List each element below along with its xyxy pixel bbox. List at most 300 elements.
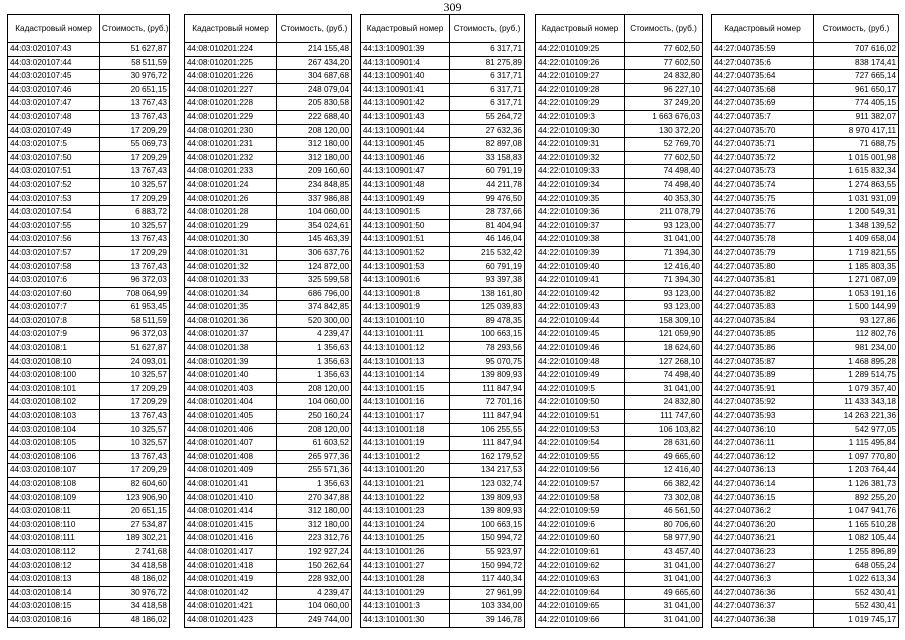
cost-cell: 1 203 764,44	[814, 464, 899, 478]
cadastral-number-cell: 44:03:020108:12	[8, 559, 100, 573]
cadastral-number-cell: 44:03:020108:106	[8, 450, 100, 464]
table-row	[8, 178, 170, 192]
table-row	[361, 233, 525, 247]
table-row	[712, 206, 899, 220]
table-row	[536, 97, 703, 111]
cadastral-number-cell: 44:03:020108:107	[8, 464, 100, 478]
cost-cell: 1 200 549,31	[814, 206, 899, 220]
cadastral-number-cell: 44:22:010109:56	[536, 464, 625, 478]
cadastral-number-cell: 44:22:010109:31	[536, 138, 625, 152]
cost-cell: 55 264,72	[450, 110, 525, 124]
cadastral-number-cell: 44:08:010201:24	[185, 178, 277, 192]
cadastral-number-cell: 44:03:020107:51	[8, 165, 100, 179]
table-row	[536, 192, 703, 206]
cadastral-number-cell: 44:22:010109:40	[536, 260, 625, 274]
cost-cell: 17 209,29	[100, 382, 170, 396]
table-row	[536, 342, 703, 356]
table-row	[536, 491, 703, 505]
table-row	[185, 274, 352, 288]
cost-cell: 306 637,76	[277, 246, 352, 260]
cadastral-number-cell: 44:03:020108:108	[8, 478, 100, 492]
cadastral-number-cell: 44:27:040736:21	[712, 532, 814, 546]
table-row	[712, 124, 899, 138]
header-cost: Стоимость, (руб.)	[277, 15, 352, 43]
cadastral-number-cell: 44:22:010109:51	[536, 410, 625, 424]
cadastral-number-cell: 44:03:020107:50	[8, 151, 100, 165]
cadastral-number-cell: 44:03:020108:10	[8, 355, 100, 369]
cadastral-number-cell: 44:27:040736:14	[712, 478, 814, 492]
table-row	[8, 437, 170, 451]
cadastral-number-cell: 44:27:040735:80	[712, 260, 814, 274]
cadastral-number-cell: 44:03:020107:58	[8, 260, 100, 274]
table-row	[712, 97, 899, 111]
cost-cell: 106 103,82	[625, 423, 703, 437]
cost-cell: 123 032,74	[450, 478, 525, 492]
cadastral-number-cell: 44:27:040735:6	[712, 56, 814, 70]
cost-cell: 27 534,87	[100, 518, 170, 532]
cadastral-number-cell: 44:22:010109:34	[536, 178, 625, 192]
header-cadastral: Кадастровый номер	[8, 15, 100, 43]
table-row	[712, 396, 899, 410]
table-row	[712, 355, 899, 369]
cadastral-number-cell: 44:13:100901:51	[361, 233, 450, 247]
table-row	[8, 396, 170, 410]
cost-cell: 104 060,00	[277, 396, 352, 410]
cadastral-number-cell: 44:22:010109:29	[536, 97, 625, 111]
cadastral-number-cell: 44:27:040735:86	[712, 342, 814, 356]
cost-cell: 40 353,30	[625, 192, 703, 206]
table-row	[8, 478, 170, 492]
cadastral-number-cell: 44:22:010109:32	[536, 151, 625, 165]
cost-cell: 249 744,00	[277, 613, 352, 627]
cadastral-number-cell: 44:22:010109:39	[536, 246, 625, 260]
table-row	[361, 151, 525, 165]
cost-cell: 93 123,00	[625, 287, 703, 301]
table-row	[712, 573, 899, 587]
table-row	[8, 274, 170, 288]
cost-cell: 48 186,02	[100, 573, 170, 587]
cadastral-number-cell: 44:03:020107:49	[8, 124, 100, 138]
table-row	[185, 260, 352, 274]
cost-cell: 150 994,72	[450, 532, 525, 546]
table-row	[8, 559, 170, 573]
cost-cell: 1 289 514,75	[814, 369, 899, 383]
cost-cell: 74 498,40	[625, 369, 703, 383]
cost-cell: 1 053 191,16	[814, 287, 899, 301]
cadastral-number-cell: 44:13:100901:53	[361, 260, 450, 274]
cost-cell: 100 663,15	[450, 518, 525, 532]
cost-cell: 96 372,03	[100, 274, 170, 288]
cost-cell: 312 180,00	[277, 138, 352, 152]
cost-cell: 55 923,97	[450, 545, 525, 559]
cost-cell: 37 249,20	[625, 97, 703, 111]
table-row	[712, 437, 899, 451]
table-row	[185, 532, 352, 546]
cost-cell: 158 309,10	[625, 314, 703, 328]
cadastral-number-cell: 44:27:040735:64	[712, 70, 814, 84]
cost-cell: 34 418,58	[100, 559, 170, 573]
cost-cell: 250 160,24	[277, 410, 352, 424]
cost-cell: 270 347,88	[277, 491, 352, 505]
cadastral-number-cell: 44:13:101001:23	[361, 505, 450, 519]
cost-cell: 77 602,50	[625, 56, 703, 70]
header-cost: Стоимость, (руб.)	[100, 15, 170, 43]
cost-cell: 248 079,04	[277, 83, 352, 97]
cadastral-number-cell: 44:13:100901:45	[361, 138, 450, 152]
table-row	[536, 219, 703, 233]
cadastral-number-cell: 44:27:040735:7	[712, 110, 814, 124]
table-row	[361, 559, 525, 573]
cadastral-number-cell: 44:27:040736:3	[712, 573, 814, 587]
table-row	[185, 192, 352, 206]
table-row	[536, 464, 703, 478]
cadastral-number-cell: 44:22:010109:37	[536, 219, 625, 233]
table-row	[536, 369, 703, 383]
cost-cell: 234 848,85	[277, 178, 352, 192]
table-row	[712, 301, 899, 315]
cadastral-number-cell: 44:03:020107:45	[8, 70, 100, 84]
table-row	[8, 450, 170, 464]
table-row	[536, 450, 703, 464]
cost-cell: 267 434,20	[277, 56, 352, 70]
cadastral-number-cell: 44:08:010201:38	[185, 342, 277, 356]
cadastral-number-cell: 44:03:020107:57	[8, 246, 100, 260]
cadastral-number-cell: 44:08:010201:37	[185, 328, 277, 342]
cost-cell: 838 174,41	[814, 56, 899, 70]
cost-cell: 354 024,61	[277, 219, 352, 233]
table-row	[361, 56, 525, 70]
table-row	[536, 328, 703, 342]
cost-cell: 1 719 821,55	[814, 246, 899, 260]
table-row	[361, 478, 525, 492]
cadastral-number-cell: 44:03:020108:100	[8, 369, 100, 383]
cadastral-number-cell: 44:13:100901:48	[361, 178, 450, 192]
cadastral-number-cell: 44:13:101001:11	[361, 328, 450, 342]
cost-cell: 1 409 658,04	[814, 233, 899, 247]
cost-cell: 1 165 510,28	[814, 518, 899, 532]
cost-cell: 61 603,52	[277, 437, 352, 451]
cost-cell: 39 146,78	[450, 613, 525, 627]
cadastral-number-cell: 44:03:020108:105	[8, 437, 100, 451]
cadastral-number-cell: 44:08:010201:229	[185, 110, 277, 124]
table-row	[185, 314, 352, 328]
table-row	[8, 518, 170, 532]
cost-cell: 28 631,60	[625, 437, 703, 451]
cost-cell: 104 060,00	[277, 206, 352, 220]
table-row	[536, 545, 703, 559]
table-row	[361, 437, 525, 451]
cadastral-number-cell: 44:03:020107:53	[8, 192, 100, 206]
cadastral-number-cell: 44:08:010201:419	[185, 573, 277, 587]
table-row	[361, 138, 525, 152]
table-row	[185, 355, 352, 369]
table-row	[8, 613, 170, 627]
cost-cell: 96 372,03	[100, 328, 170, 342]
cost-cell: 93 397,38	[450, 274, 525, 288]
table-row	[712, 56, 899, 70]
cadastral-number-cell: 44:08:010201:407	[185, 437, 277, 451]
table-row	[361, 314, 525, 328]
cadastral-number-cell: 44:03:020107:54	[8, 206, 100, 220]
table-row	[185, 165, 352, 179]
cost-cell: 981 234,00	[814, 342, 899, 356]
cadastral-number-cell: 44:27:040735:71	[712, 138, 814, 152]
cost-table-1	[7, 14, 170, 628]
cost-cell: 192 927,24	[277, 545, 352, 559]
table-row	[361, 206, 525, 220]
table-row	[185, 233, 352, 247]
cost-cell: 1 185 803,35	[814, 260, 899, 274]
cost-cell: 961 650,17	[814, 83, 899, 97]
cadastral-number-cell: 44:08:010201:418	[185, 559, 277, 573]
table-row	[361, 491, 525, 505]
cadastral-number-cell: 44:08:010201:231	[185, 138, 277, 152]
cost-cell: 27 961,99	[450, 586, 525, 600]
table-row	[8, 545, 170, 559]
cadastral-number-cell: 44:27:040735:72	[712, 151, 814, 165]
cadastral-number-cell: 44:13:100901:6	[361, 274, 450, 288]
cost-cell: 49 665,60	[625, 450, 703, 464]
table-row	[361, 342, 525, 356]
cadastral-number-cell: 44:27:040736:10	[712, 423, 814, 437]
cadastral-number-cell: 44:13:101001:28	[361, 573, 450, 587]
cost-cell: 214 155,48	[277, 43, 352, 57]
cost-cell: 93 123,00	[625, 219, 703, 233]
cadastral-number-cell: 44:03:020108:102	[8, 396, 100, 410]
cost-cell: 1 082 105,44	[814, 532, 899, 546]
cadastral-number-cell: 44:08:010201:29	[185, 219, 277, 233]
cadastral-number-cell: 44:08:010201:32	[185, 260, 277, 274]
cost-cell: 1 126 381,73	[814, 478, 899, 492]
cadastral-number-cell: 44:22:010109:66	[536, 613, 625, 627]
cost-cell: 222 688,40	[277, 110, 352, 124]
cost-cell: 30 976,72	[100, 586, 170, 600]
cost-cell: 74 498,40	[625, 178, 703, 192]
cadastral-number-cell: 44:22:010109:46	[536, 342, 625, 356]
cost-cell: 93 123,00	[625, 301, 703, 315]
cadastral-number-cell: 44:13:101001:29	[361, 586, 450, 600]
cost-cell: 13 767,43	[100, 97, 170, 111]
header-cadastral: Кадастровый номер	[712, 15, 814, 43]
cost-cell: 111 847,94	[450, 437, 525, 451]
cadastral-number-cell: 44:08:010201:408	[185, 450, 277, 464]
cost-cell: 127 268,10	[625, 355, 703, 369]
cadastral-number-cell: 44:03:020107:44	[8, 56, 100, 70]
cost-cell: 223 312,76	[277, 532, 352, 546]
table-row	[185, 396, 352, 410]
cadastral-number-cell: 44:22:010109:30	[536, 124, 625, 138]
table-row	[361, 545, 525, 559]
table-row	[536, 246, 703, 260]
cost-cell: 1 356,63	[277, 478, 352, 492]
cost-cell: 17 209,29	[100, 151, 170, 165]
cadastral-number-cell: 44:03:020107:55	[8, 219, 100, 233]
table-row	[712, 423, 899, 437]
cost-cell: 12 416,40	[625, 464, 703, 478]
table-row	[361, 97, 525, 111]
cost-cell: 552 430,41	[814, 600, 899, 614]
cadastral-number-cell: 44:13:101001:21	[361, 478, 450, 492]
cadastral-number-cell: 44:08:010201:410	[185, 491, 277, 505]
cost-cell: 58 977,90	[625, 532, 703, 546]
cadastral-number-cell: 44:13:101001:17	[361, 410, 450, 424]
table-row	[185, 287, 352, 301]
table-row	[185, 110, 352, 124]
cadastral-number-cell: 44:27:040735:87	[712, 355, 814, 369]
table-row	[8, 138, 170, 152]
cost-cell: 312 180,00	[277, 505, 352, 519]
cost-cell: 1 274 863,55	[814, 178, 899, 192]
table-row	[536, 437, 703, 451]
table-row	[712, 287, 899, 301]
cost-cell: 892 255,20	[814, 491, 899, 505]
cadastral-number-cell: 44:27:040736:38	[712, 613, 814, 627]
cost-cell: 708 064,99	[100, 287, 170, 301]
cost-cell: 1 348 139,52	[814, 219, 899, 233]
table-row	[361, 192, 525, 206]
cadastral-number-cell: 44:22:010109:53	[536, 423, 625, 437]
cadastral-number-cell: 44:27:040735:69	[712, 97, 814, 111]
cadastral-number-cell: 44:27:040735:91	[712, 382, 814, 396]
table-row	[185, 178, 352, 192]
header-cost: Стоимость, (руб.)	[450, 15, 525, 43]
cost-cell: 228 932,00	[277, 573, 352, 587]
table-row	[185, 43, 352, 57]
cadastral-number-cell: 44:13:101001:12	[361, 342, 450, 356]
cadastral-number-cell: 44:03:020108:15	[8, 600, 100, 614]
cadastral-number-cell: 44:22:010109:38	[536, 233, 625, 247]
cadastral-number-cell: 44:22:010109:58	[536, 491, 625, 505]
cadastral-number-cell: 44:13:100901:49	[361, 192, 450, 206]
table-row	[8, 206, 170, 220]
cost-cell: 10 325,57	[100, 219, 170, 233]
table-row	[536, 518, 703, 532]
cadastral-number-cell: 44:27:040736:11	[712, 437, 814, 451]
cost-cell: 34 418,58	[100, 600, 170, 614]
table-row	[536, 613, 703, 627]
table-row	[536, 260, 703, 274]
cost-table-2	[184, 14, 352, 628]
table-row	[712, 532, 899, 546]
cost-cell: 1 356,63	[277, 369, 352, 383]
cost-cell: 28 737,66	[450, 206, 525, 220]
cadastral-number-cell: 44:03:020108:112	[8, 545, 100, 559]
cost-cell: 27 632,36	[450, 124, 525, 138]
cost-cell: 58 511,59	[100, 314, 170, 328]
cost-cell: 162 179,52	[450, 450, 525, 464]
table-row	[361, 573, 525, 587]
cadastral-number-cell: 44:03:020108:104	[8, 423, 100, 437]
table-row	[361, 260, 525, 274]
table-row	[536, 287, 703, 301]
cadastral-number-cell: 44:22:010109:61	[536, 545, 625, 559]
cost-cell: 17 209,29	[100, 396, 170, 410]
cadastral-number-cell: 44:27:040736:2	[712, 505, 814, 519]
table-row	[8, 586, 170, 600]
cadastral-number-cell: 44:13:101001:19	[361, 437, 450, 451]
cost-cell: 96 227,10	[625, 83, 703, 97]
table-row	[185, 464, 352, 478]
table-row	[712, 600, 899, 614]
cost-cell: 10 325,57	[100, 437, 170, 451]
cadastral-number-cell: 44:03:020108:16	[8, 613, 100, 627]
table-row	[536, 83, 703, 97]
cadastral-number-cell: 44:13:100901:4	[361, 56, 450, 70]
cadastral-number-cell: 44:27:040735:81	[712, 274, 814, 288]
cost-cell: 304 687,68	[277, 70, 352, 84]
cadastral-number-cell: 44:08:010201:30	[185, 233, 277, 247]
table-row	[536, 600, 703, 614]
cost-cell: 774 405,15	[814, 97, 899, 111]
table-row	[361, 410, 525, 424]
cost-cell: 1 500 144,99	[814, 301, 899, 315]
cost-cell: 71 394,30	[625, 274, 703, 288]
cadastral-number-cell: 44:03:020107:52	[8, 178, 100, 192]
table-row	[712, 478, 899, 492]
cadastral-number-cell: 44:22:010109:64	[536, 586, 625, 600]
cost-cell: 74 498,40	[625, 165, 703, 179]
table-row	[8, 600, 170, 614]
cost-cell: 17 209,29	[100, 246, 170, 260]
cadastral-number-cell: 44:27:040735:92	[712, 396, 814, 410]
cost-cell: 71 394,30	[625, 246, 703, 260]
table-row	[712, 246, 899, 260]
cadastral-number-cell: 44:03:020107:56	[8, 233, 100, 247]
table-row	[8, 314, 170, 328]
table-row	[185, 328, 352, 342]
cost-cell: 111 847,94	[450, 410, 525, 424]
cadastral-number-cell: 44:03:020108:111	[8, 532, 100, 546]
table-row	[712, 545, 899, 559]
cadastral-number-cell: 44:13:101001:20	[361, 464, 450, 478]
cadastral-number-cell: 44:13:100901:9	[361, 301, 450, 315]
cost-cell: 112 802,76	[814, 328, 899, 342]
table-row	[8, 151, 170, 165]
cost-cell: 13 767,43	[100, 233, 170, 247]
header-cadastral: Кадастровый номер	[536, 15, 625, 43]
table-row	[361, 423, 525, 437]
table-row	[536, 355, 703, 369]
cost-cell: 11 433 343,18	[814, 396, 899, 410]
table-row	[8, 124, 170, 138]
cadastral-number-cell: 44:08:010201:225	[185, 56, 277, 70]
table-row	[712, 410, 899, 424]
cadastral-number-cell: 44:13:101001:10	[361, 314, 450, 328]
table-row	[8, 192, 170, 206]
table-row	[8, 301, 170, 315]
cadastral-number-cell: 44:08:010201:233	[185, 165, 277, 179]
cadastral-number-cell: 44:03:020107:5	[8, 138, 100, 152]
cadastral-number-cell: 44:13:101001:14	[361, 369, 450, 383]
table-row	[712, 110, 899, 124]
cost-cell: 33 158,83	[450, 151, 525, 165]
cost-cell: 58 511,59	[100, 56, 170, 70]
cost-cell: 55 069,73	[100, 138, 170, 152]
cadastral-number-cell: 44:08:010201:33	[185, 274, 277, 288]
table-row	[361, 369, 525, 383]
cost-cell: 686 796,00	[277, 287, 352, 301]
table-row	[8, 410, 170, 424]
cost-cell: 31 041,00	[625, 559, 703, 573]
cost-cell: 123 906,90	[100, 491, 170, 505]
cost-cell: 1 271 087,09	[814, 274, 899, 288]
table-row	[361, 382, 525, 396]
cost-cell: 77 602,50	[625, 43, 703, 57]
cost-cell: 1 015 001,98	[814, 151, 899, 165]
cadastral-number-cell: 44:13:100901:46	[361, 151, 450, 165]
table-row	[185, 301, 352, 315]
cost-cell: 139 809,93	[450, 491, 525, 505]
